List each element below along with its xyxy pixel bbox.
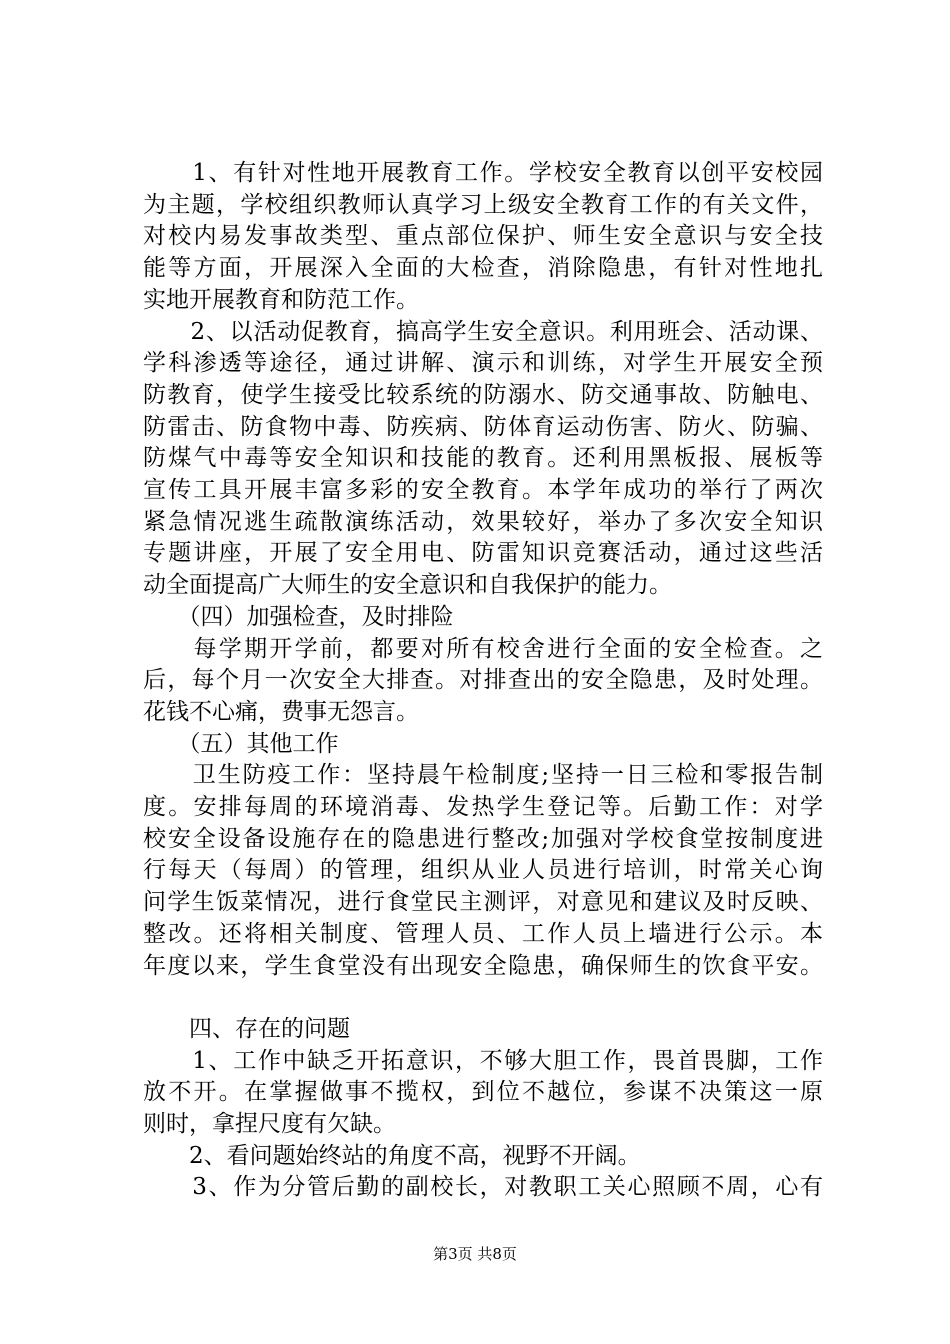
text-line: （四）加强检查，及时排险 <box>143 603 454 630</box>
text-line: 紧急情况逃生疏散演练活动，效果较好，举办了多次安全知识 <box>143 508 823 535</box>
text-line: 则时，拿捏尺度有欠缺。 <box>143 1111 396 1138</box>
text-line: 四、存在的问题 <box>143 1015 350 1042</box>
text-line: 宣传工具开展丰富多彩的安全教育。本学年成功的举行了两次 <box>143 477 823 504</box>
text-line: 3、作为分管后勤的副校长，对教职工关心照顾不周，心有 <box>143 1174 823 1201</box>
document-body <box>143 158 823 1204</box>
text-line: 对校内易发事故类型、重点部位保护、师生安全意识与安全技 <box>143 223 823 250</box>
text-line: 卫生防疫工作：坚持晨午检制度;坚持一日三检和零报告制 <box>143 762 823 789</box>
text-line: 学科渗透等途径，通过讲解、演示和训练，对学生开展安全预 <box>143 350 823 377</box>
text-line: 专题讲座，开展了安全用电、防雷知识竞赛活动，通过这些活 <box>143 540 823 567</box>
text-line: 行每天（每周）的管理，组织从业人员进行培训，时常关心询 <box>143 857 823 884</box>
text-line: （五）其他工作 <box>143 730 339 757</box>
text-line: 实地开展教育和防范工作。 <box>143 286 419 313</box>
text-line: 整改。还将相关制度、管理人员、工作人员上墙进行公示。本 <box>143 920 823 947</box>
text-line: 防雷击、防食物中毒、防疾病、防体育运动伤害、防火、防骗、 <box>143 413 823 440</box>
text-line: 能等方面，开展深入全面的大检查，消除隐患，有针对性地扎 <box>143 255 823 282</box>
text-line: 防教育，使学生接受比较系统的防溺水、防交通事故、防触电、 <box>143 381 823 408</box>
page-footer: 第3页 共8页 <box>433 1245 517 1263</box>
text-line: 放不开。在掌握做事不揽权，到位不越位，参谋不决策这一原 <box>143 1079 823 1106</box>
text-line: 动全面提高广大师生的安全意识和自我保护的能力。 <box>143 572 672 599</box>
text-line: 2、看问题始终站的角度不高，视野不开阔。 <box>143 1142 641 1169</box>
text-line: 每学期开学前，都要对所有校舍进行全面的安全检查。之 <box>143 635 823 662</box>
text-line: 1、工作中缺乏开拓意识，不够大胆工作，畏首畏脚，工作 <box>143 1047 823 1074</box>
text-line: 校安全设备设施存在的隐患进行整改;加强对学校食堂按制度进 <box>143 825 823 852</box>
text-line: 为主题，学校组织教师认真学习上级安全教育工作的有关文件， <box>143 191 823 218</box>
text-line: 1、有针对性地开展教育工作。学校安全教育以创平安校园 <box>143 160 823 186</box>
text-line: 问学生饭菜情况，进行食堂民主测评，对意见和建议及时反映、 <box>143 889 823 916</box>
text-line: 后，每个月一次安全大排查。对排查出的安全隐患，及时处理。 <box>143 667 823 694</box>
text-line: 花钱不心痛，费事无怨言。 <box>143 698 419 725</box>
text-line: 度。安排每周的环境消毒、发热学生登记等。后勤工作：对学 <box>143 794 823 821</box>
text-line: 年度以来，学生食堂没有出现安全隐患，确保师生的饮食平安。 <box>143 952 823 979</box>
blank-line <box>143 982 823 1014</box>
text-line: 2、以活动促教育，搞高学生安全意识。利用班会、活动课、 <box>143 318 823 345</box>
text-line: 防煤气中毒等安全知识和技能的教育。还利用黑板报、展板等 <box>143 445 823 472</box>
